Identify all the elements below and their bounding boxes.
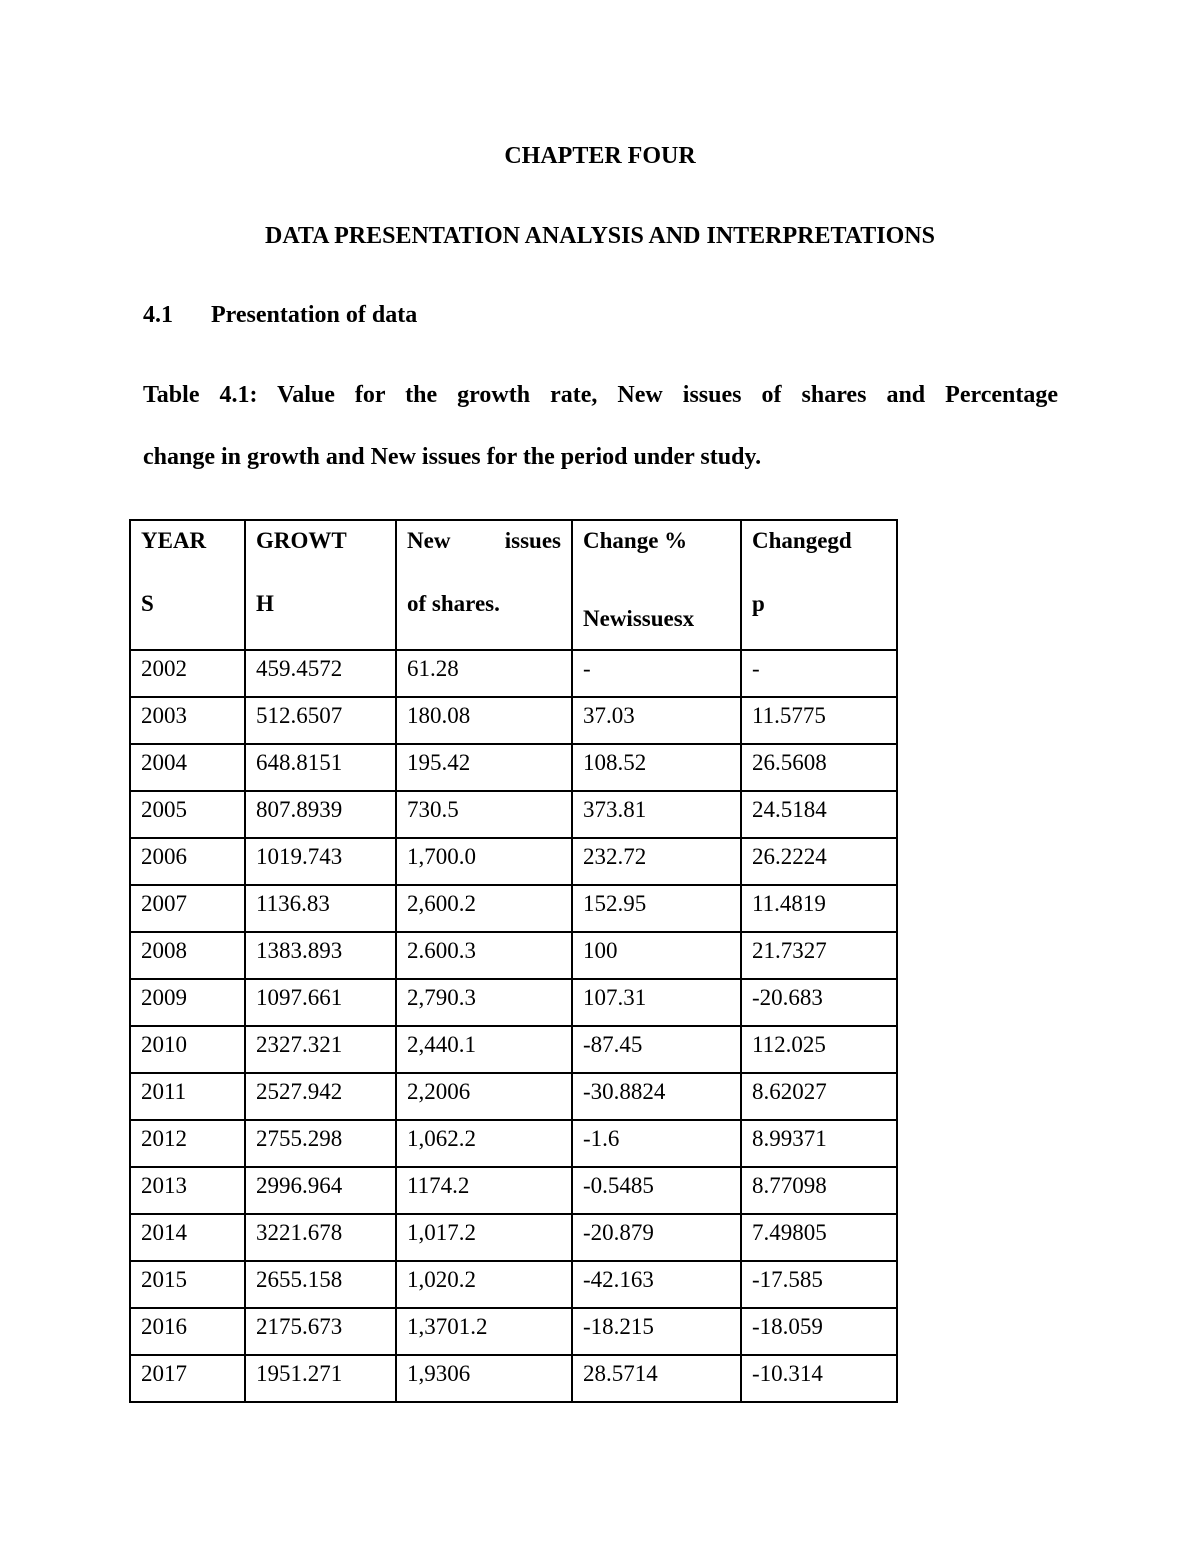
cell-change-pct: -18.215: [572, 1308, 741, 1355]
cell-change-gdp: 24.5184: [741, 791, 897, 838]
cell-new-issues: 180.08: [396, 697, 572, 744]
cell-growth: 3221.678: [245, 1214, 396, 1261]
cell-year: 2008: [130, 932, 245, 979]
cell-year: 2012: [130, 1120, 245, 1167]
cell-change-pct: -0.5485: [572, 1167, 741, 1214]
cell-new-issues: 2,790.3: [396, 979, 572, 1026]
table-row: [130, 1073, 897, 1120]
cell-year: 2004: [130, 744, 245, 791]
cell-new-issues: 730.5: [396, 791, 572, 838]
cell-change-gdp: -18.059: [741, 1308, 897, 1355]
cell-change-pct: 152.95: [572, 885, 741, 932]
cell-new-issues: 1,017.2: [396, 1214, 572, 1261]
cell-new-issues: 61.28: [396, 650, 572, 697]
cell-year: 2016: [130, 1308, 245, 1355]
cell-change-pct: -30.8824: [572, 1073, 741, 1120]
table-row: [130, 791, 897, 838]
header-growth: [245, 520, 396, 650]
cell-new-issues: 1,9306: [396, 1355, 572, 1402]
cell-change-gdp: 11.4819: [741, 885, 897, 932]
cell-change-gdp: 26.2224: [741, 838, 897, 885]
cell-growth: 1136.83: [245, 885, 396, 932]
header-change-pct-line-2: Newissuesx: [583, 606, 695, 631]
subsection-title: Presentation of data: [211, 302, 418, 328]
cell-growth: 807.8939: [245, 791, 396, 838]
cell-change-pct: -42.163: [572, 1261, 741, 1308]
cell-growth: 1383.893: [245, 932, 396, 979]
table-row: [130, 979, 897, 1026]
cell-growth: 512.6507: [245, 697, 396, 744]
table-row: [130, 697, 897, 744]
cell-change-gdp: 8.99371: [741, 1120, 897, 1167]
cell-change-pct: 232.72: [572, 838, 741, 885]
cell-change-gdp: 112.025: [741, 1026, 897, 1073]
subsection-number: 4.1: [143, 302, 173, 328]
header-growth-line-2: H: [256, 591, 274, 616]
header-change-pct-line-1: Change %: [583, 528, 688, 553]
cell-year: 2011: [130, 1073, 245, 1120]
cell-new-issues: 2,600.2: [396, 885, 572, 932]
table-row: [130, 1120, 897, 1167]
header-change-pct: [572, 520, 741, 650]
cell-growth: 2655.158: [245, 1261, 396, 1308]
table-caption: [143, 379, 1058, 473]
cell-growth: 1951.271: [245, 1355, 396, 1402]
cell-change-pct: -87.45: [572, 1026, 741, 1073]
table-row: [130, 744, 897, 791]
cell-change-pct: 373.81: [572, 791, 741, 838]
cell-growth: 2755.298: [245, 1120, 396, 1167]
cell-change-gdp: -17.585: [741, 1261, 897, 1308]
cell-new-issues: 2,2006: [396, 1073, 572, 1120]
header-years: [130, 520, 245, 650]
cell-change-gdp: 8.77098: [741, 1167, 897, 1214]
cell-year: 2003: [130, 697, 245, 744]
table-row: [130, 1167, 897, 1214]
cell-growth: 2175.673: [245, 1308, 396, 1355]
table-caption-line-2: change in growth and New issues for the period under study.: [143, 444, 762, 470]
header-growth-line-1: GROWT: [256, 528, 347, 553]
header-change-gdp-line-2: p: [752, 591, 765, 616]
header-change-gdp: [741, 520, 897, 650]
table-row: [130, 1026, 897, 1073]
cell-new-issues: 1,062.2: [396, 1120, 572, 1167]
table-row: [130, 1308, 897, 1355]
cell-change-pct: -1.6: [572, 1120, 741, 1167]
cell-new-issues: 195.42: [396, 744, 572, 791]
header-years-line-2: S: [141, 591, 154, 616]
cell-year: 2007: [130, 885, 245, 932]
table-body: [130, 650, 897, 1402]
cell-change-gdp: -20.683: [741, 979, 897, 1026]
header-new-issues-word-1: New: [407, 528, 451, 553]
cell-year: 2009: [130, 979, 245, 1026]
table-caption-line-1: Table 4.1: Value for the growth rate, New issues of shares and Percentage: [143, 382, 1058, 408]
table-row: [130, 1355, 897, 1402]
subsection-heading: [143, 302, 417, 329]
cell-new-issues: 1,700.0: [396, 838, 572, 885]
cell-change-gdp: 8.62027: [741, 1073, 897, 1120]
table-row: [130, 932, 897, 979]
header-new-issues-word-2: issues: [504, 528, 561, 553]
cell-new-issues: 2.600.3: [396, 932, 572, 979]
header-years-line-1: YEAR: [141, 528, 207, 553]
cell-change-gdp: 7.49805: [741, 1214, 897, 1261]
cell-growth: 1097.661: [245, 979, 396, 1026]
cell-growth: 2527.942: [245, 1073, 396, 1120]
cell-change-pct: 108.52: [572, 744, 741, 791]
cell-new-issues: 1,020.2: [396, 1261, 572, 1308]
cell-new-issues: 1174.2: [396, 1167, 572, 1214]
cell-growth: 2996.964: [245, 1167, 396, 1214]
cell-year: 2005: [130, 791, 245, 838]
cell-change-pct: -20.879: [572, 1214, 741, 1261]
cell-year: 2006: [130, 838, 245, 885]
cell-new-issues: 1,3701.2: [396, 1308, 572, 1355]
cell-change-gdp: 26.5608: [741, 744, 897, 791]
cell-change-pct: 37.03: [572, 697, 741, 744]
table-row: [130, 838, 897, 885]
cell-year: 2013: [130, 1167, 245, 1214]
cell-new-issues: 2,440.1: [396, 1026, 572, 1073]
table-row: [130, 650, 897, 697]
header-new-issues-line-1: [407, 525, 561, 557]
cell-change-gdp: 21.7327: [741, 932, 897, 979]
table-header-row: [130, 520, 897, 650]
table-row: [130, 1261, 897, 1308]
cell-growth: 459.4572: [245, 650, 396, 697]
cell-change-pct: 28.5714: [572, 1355, 741, 1402]
data-table: [129, 519, 898, 1403]
cell-growth: 1019.743: [245, 838, 396, 885]
cell-year: 2002: [130, 650, 245, 697]
chapter-title: CHAPTER FOUR: [504, 143, 696, 169]
cell-change-pct: -: [572, 650, 741, 697]
header-new-issues-line-2: of shares.: [407, 591, 500, 616]
cell-growth: 648.8151: [245, 744, 396, 791]
cell-change-pct: 107.31: [572, 979, 741, 1026]
cell-change-gdp: -: [741, 650, 897, 697]
table-row: [130, 885, 897, 932]
cell-year: 2010: [130, 1026, 245, 1073]
header-new-issues: [396, 520, 572, 650]
cell-change-gdp: 11.5775: [741, 697, 897, 744]
cell-growth: 2327.321: [245, 1026, 396, 1073]
cell-change-gdp: -10.314: [741, 1355, 897, 1402]
cell-year: 2017: [130, 1355, 245, 1402]
table-row: [130, 1214, 897, 1261]
cell-year: 2014: [130, 1214, 245, 1261]
section-heading: DATA PRESENTATION ANALYSIS AND INTERPRETATIONS: [265, 223, 935, 249]
header-change-gdp-line-1: Changegd: [752, 528, 852, 553]
cell-year: 2015: [130, 1261, 245, 1308]
cell-change-pct: 100: [572, 932, 741, 979]
